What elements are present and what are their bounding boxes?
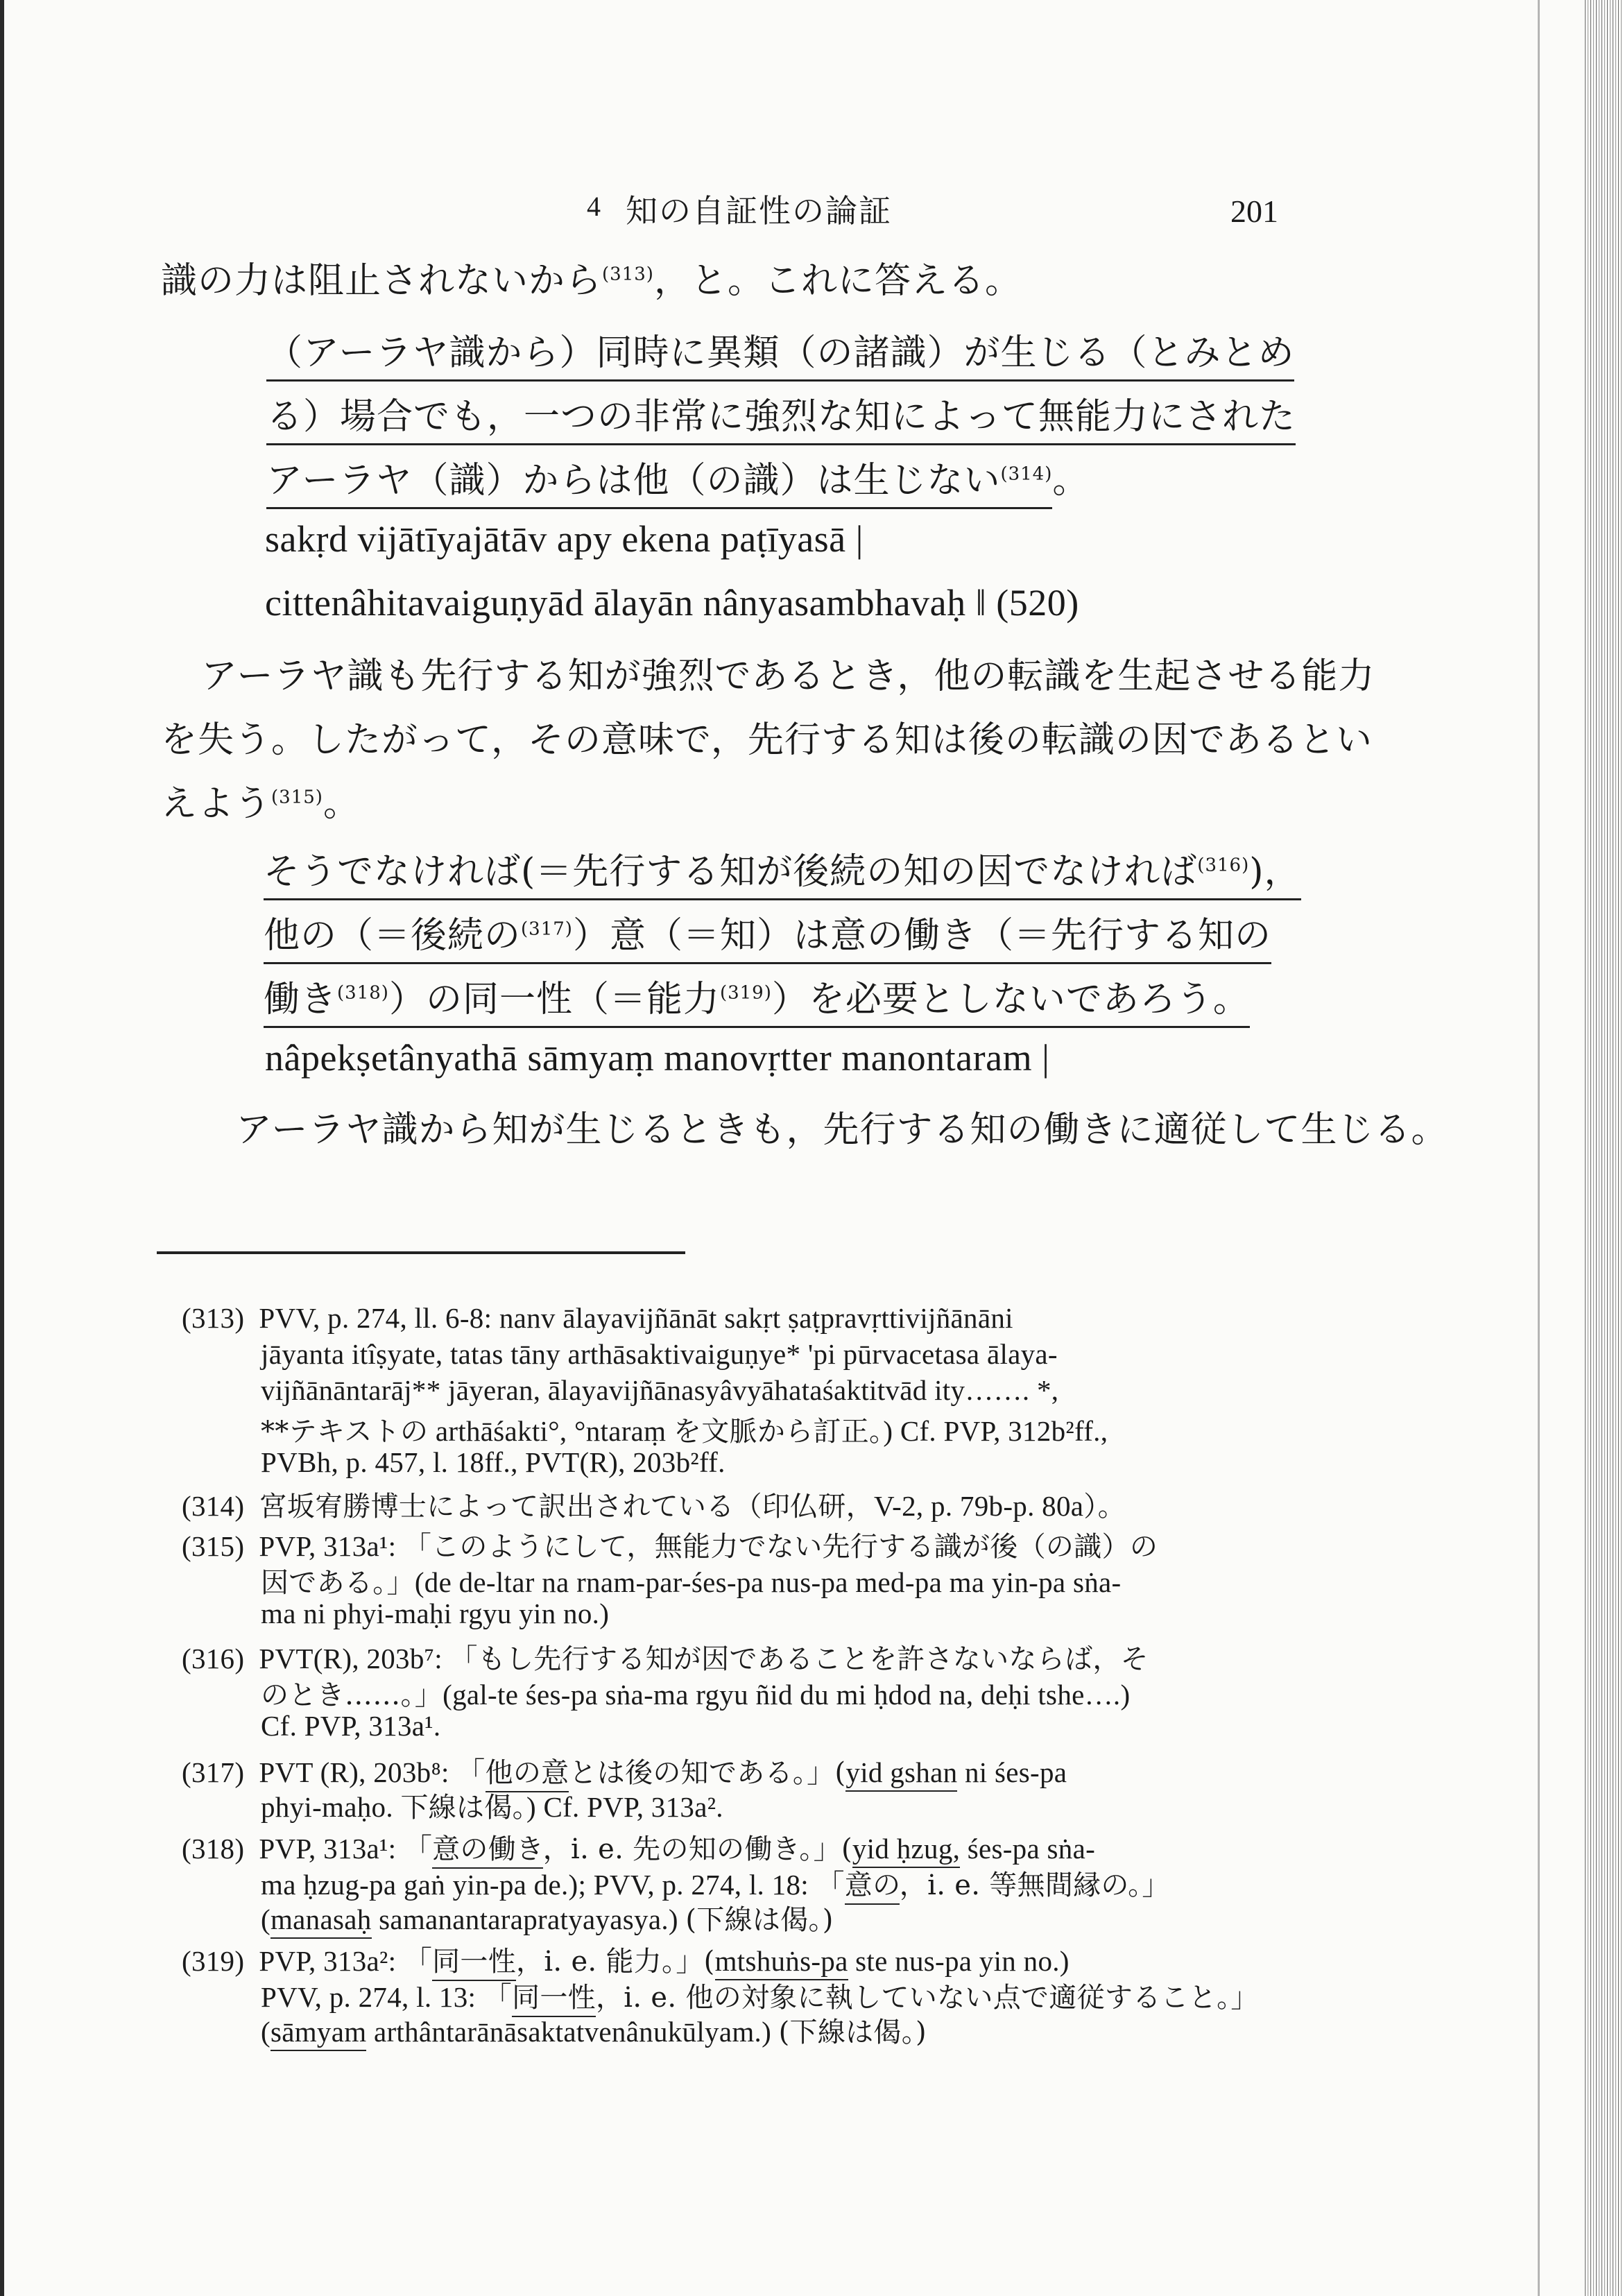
page-binding-line bbox=[1538, 0, 1540, 2296]
footnote-line: (manasaḥ samanantarapratyayasya.) (下線は偈。) bbox=[261, 1898, 834, 1937]
verse-line: そうでなければ(＝先行する知が後続の知の因でなければ$^{(316)}$)， bbox=[264, 842, 1301, 894]
footnote-line: vijñānāntarāj** jāyeran, ālayavijñānasyâvyāhataśaktitvād ity……. *, bbox=[261, 1374, 1059, 1406]
footnote-line: ma ḥzug-pa gaṅ yin-pa de.); PVV, p. 274, l. 18: 「意の，i. e. 等無間縁の。」 bbox=[261, 1862, 1170, 1903]
verse-line: 他の（＝後続の$^{(317)}$）意（＝知）は意の働き（＝先行する知の bbox=[264, 906, 1271, 958]
footnote-line: PVBh, p. 457, l. 18ff., PVT(R), 203b²ff. bbox=[261, 1446, 725, 1478]
page-right-edge bbox=[1583, 0, 1623, 2296]
footnote-line: **テキストの arthāśakti°, °ntaraṃ を文脈から訂正。) Cf. PVP, 312b²ff., bbox=[261, 1415, 1108, 1448]
footnote-line: jāyanta itîṣyate, tatas tāny arthāsaktivaiguṇye* 'pi pūrvacetasa ālaya- bbox=[261, 1338, 1058, 1370]
verse-line: （アーラヤ識から）同時に異類（の諸識）が生じる（とみとめ bbox=[266, 323, 1294, 375]
chapter-title: 知の自証性の論証 bbox=[626, 192, 892, 230]
footnote-315: (315) PVP, 313a¹: 「このようにして，無能力でない先行する識が後（の識）の bbox=[182, 1530, 1158, 1563]
sanskrit-verse: nâpekṣetânyathā sāmyaṃ manovṛtter manontaram | bbox=[265, 1037, 1050, 1079]
note-ref: (316) bbox=[1197, 855, 1250, 876]
note-ref: (318) bbox=[337, 982, 389, 1004]
footnote-line: PVV, p. 274, l. 13: 「同一性，i. e. 他の対象に執していない点で適従すること。」 bbox=[261, 1974, 1259, 2015]
running-header bbox=[0, 186, 1623, 241]
sanskrit-verse: cittenâhitavaiguṇyād ālayān nânyasambhavaḥ ‖ (520) bbox=[265, 582, 1079, 624]
page-left-edge bbox=[0, 0, 4, 2296]
verse-line: 働き$^{(318)}$）の同一性（＝能力$^{(319)}$）を必要としないであろう。 bbox=[264, 970, 1250, 1022]
footnote-line: ma ni phyi-maḥi rgyu yin no.) bbox=[261, 1597, 610, 1629]
text-line: えよう$^{(315)}$。 bbox=[161, 783, 360, 825]
footnote-line: 因である。」(de de-ltar na rnam-par-śes-pa nus-pa med-pa ma yin-pa sṅa- bbox=[261, 1566, 1122, 1599]
text-line: を失う。したがって，その意味で，先行する知は後の転識の因であるとい bbox=[161, 719, 1373, 761]
note-ref: (315) bbox=[271, 787, 323, 808]
footnote-line: phyi-maḥo. 下線は偈。) Cf. PVP, 313a². bbox=[261, 1791, 723, 1824]
footnote-line: のとき……。」(gal-te śes-pa sṅa-ma rgyu ñid du mi ḥdod na, deḥi tshe….) bbox=[261, 1679, 1131, 1711]
chapter-number: 4 bbox=[587, 191, 601, 222]
note-ref: (314) bbox=[1000, 463, 1053, 485]
text-line: 識の力は阻止されないから$^{(313)}$，と。これに答える。 bbox=[161, 260, 1022, 302]
text-line: アーラヤ識から知が生じるときも，先行する知の働きに適従して生じる。 bbox=[236, 1109, 1448, 1151]
note-ref: (319) bbox=[719, 982, 772, 1004]
note-ref: (313) bbox=[602, 264, 654, 285]
footnote-line: (sāmyam arthântarānāsaktatvenânukūlyam.) (下線は偈。) bbox=[261, 2010, 927, 2050]
footnote-line: Cf. PVP, 313a¹. bbox=[261, 1710, 441, 1742]
footnote-319: (319) PVP, 313a²: 「同一性，i. e. 能力。」(mtshuṅs-pa ste nus-pa yin no.) bbox=[182, 1938, 1070, 1979]
page-number: 201 bbox=[1230, 194, 1278, 229]
footnote-rule bbox=[157, 1251, 685, 1254]
footnote-318: (318) PVP, 313a¹: 「意の働き，i. e. 先の知の働き。」(yid ḥzug, śes-pa sṅa- bbox=[182, 1826, 1095, 1867]
sanskrit-verse: sakṛd vijātīyajātāv apy ekena paṭīyasā | bbox=[265, 518, 864, 560]
footnote-316: (316) PVT(R), 203b⁷: 「もし先行する知が因であることを許さないならば，そ bbox=[182, 1643, 1149, 1675]
note-ref: (317) bbox=[521, 918, 573, 940]
text-line: アーラヤ識も先行する知が強烈であるとき，他の転識を生起させる能力 bbox=[201, 656, 1375, 697]
footnote-317: (317) PVT (R), 203b⁸: 「他の意とは後の知である。」(yid gshan ni śes-pa bbox=[182, 1749, 1067, 1790]
footnote-314: (314) 宮坂宥勝博士によって訳出されている（印仏研，V-2, p. 79b-p. 80a）。 bbox=[182, 1490, 1126, 1523]
verse-line: アーラヤ（識）からは他（の識）は生じない$^{(314)}$。 bbox=[266, 451, 1089, 503]
footnote-313: (313) PVV, p. 274, ll. 6-8: nanv ālayavijñānāt sakṛt ṣaṭpravṛttivijñānāni bbox=[182, 1302, 1013, 1334]
verse-line: る）場合でも，一つの非常に強烈な知によって無能力にされた bbox=[266, 387, 1296, 439]
